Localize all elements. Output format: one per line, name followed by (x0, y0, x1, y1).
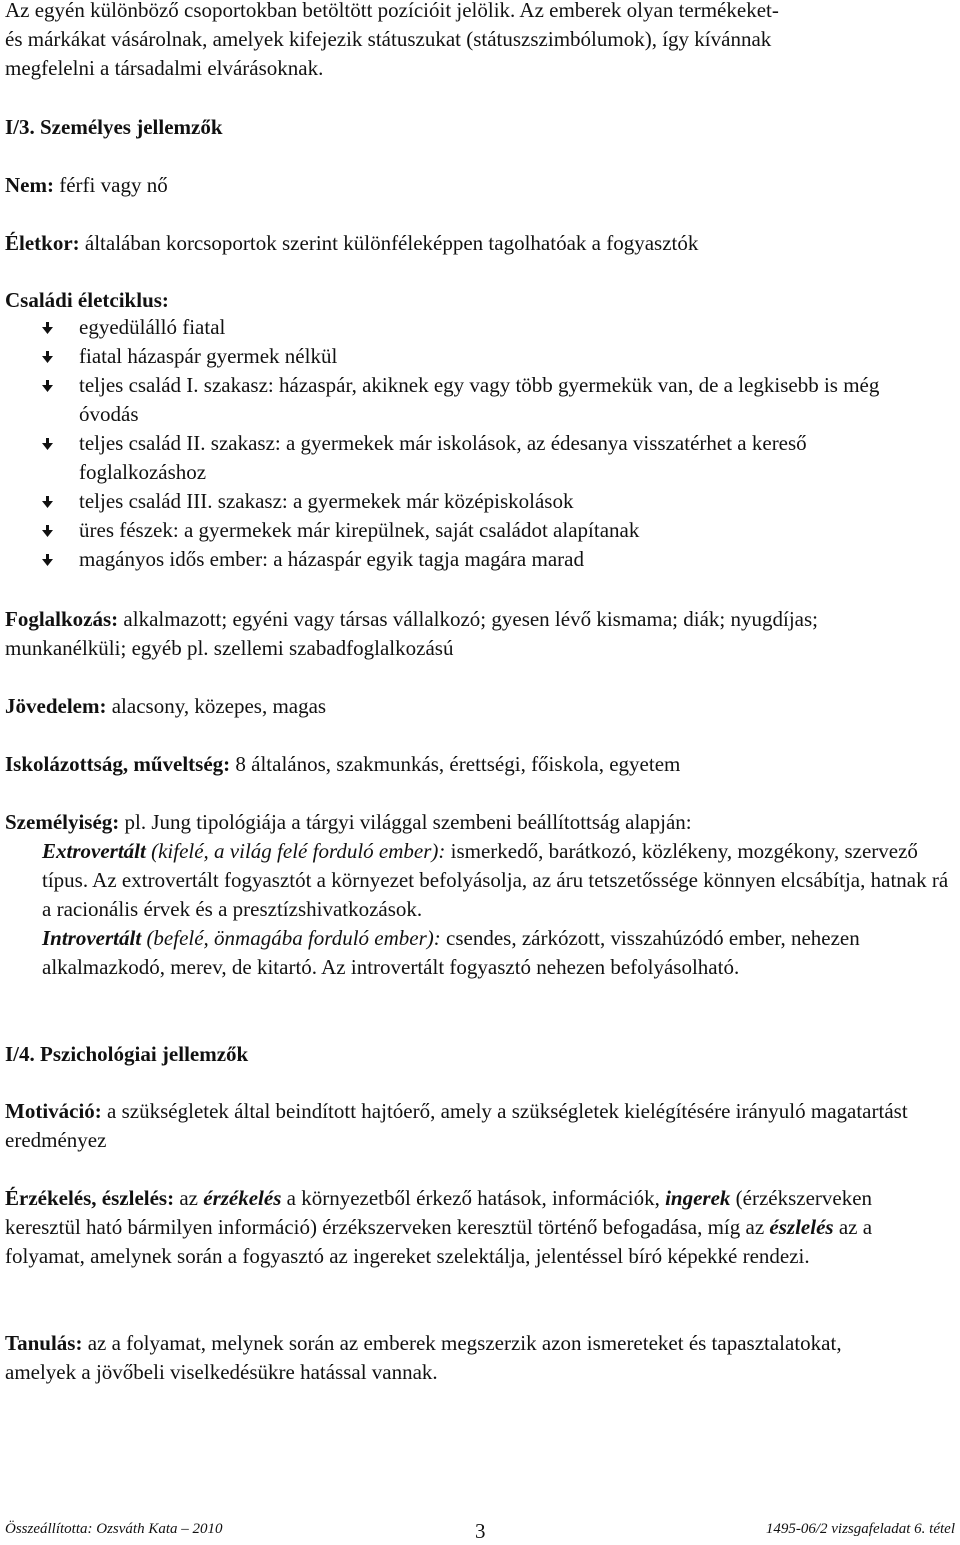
list-item: teljes család II. szakasz: a gyermekek már iskolások, az édesanya visszatérhet a kereső foglalkozáshoz (42, 429, 920, 487)
term-gloss: (kifelé, a világ felé forduló ember): (145, 839, 446, 863)
list-item: teljes család III. szakasz: a gyermekek már középiskolások (42, 487, 920, 516)
foglalkozas-paragraph (5, 605, 920, 663)
footer-author: Összeállította: Ozsváth Kata – 2010 (5, 1521, 223, 1537)
arrow-bullet-icon (42, 496, 53, 508)
term: Extrovertált (42, 839, 146, 863)
arrow-bullet-icon (42, 322, 53, 334)
field-text: az a folyamat, melynek során az emberek megszerzik azon ismereteket és tapasztalatokat, amelyek a jövőbeli viselkedésükre hatással vannak. (5, 1331, 842, 1384)
motivacio-paragraph (5, 1097, 950, 1155)
section-heading: I/3. Személyes jellemzők (5, 115, 223, 139)
field-text: a szükségletek által beindított hajtóerő, amely a szükségletek kielégítésére irányuló magatartást eredményez (5, 1099, 908, 1152)
field-label: Nem: (5, 173, 54, 197)
nem-paragraph (5, 171, 950, 200)
intro-line: megfelelni a társadalmi elvárásoknak. (5, 56, 324, 80)
field-label: Foglalkozás: (5, 607, 119, 631)
eletkor-paragraph (5, 229, 950, 258)
field-label: Érzékelés, észlelés: (5, 1186, 175, 1210)
intro-paragraph (5, 0, 950, 83)
term: észlelés (769, 1215, 834, 1239)
list-item: üres fészek: a gyermekek már kirepülnek, saját családot alapítanak (42, 516, 920, 545)
term: Introvertált (42, 926, 142, 950)
page-number: 3 (475, 1519, 486, 1543)
field-label: Életkor: (5, 231, 80, 255)
arrow-bullet-icon (42, 525, 53, 537)
tanulas-paragraph (5, 1329, 900, 1387)
szemelyiseg-paragraph (5, 808, 950, 982)
term: érzékelés (203, 1186, 282, 1210)
arrow-bullet-icon (42, 380, 53, 392)
field-text: általában korcsoportok szerint különféleképpen tagolhatóak a fogyasztók (79, 231, 699, 255)
iskolazottsag-paragraph (5, 750, 950, 779)
field-text: 8 általános, szakmunkás, érettségi, főiskola, egyetem (230, 752, 681, 776)
intro-line: Az egyén különböző csoportokban betöltött pozícióit jelölik. Az emberek olyan termékeket- (5, 0, 779, 22)
arrow-bullet-icon (42, 554, 53, 566)
list-item: fiatal házaspár gyermek nélkül (42, 342, 920, 371)
footer-exam-code: 1495-06/2 vizsgafeladat 6. tétel (765, 1521, 955, 1537)
field-label: Tanulás: (5, 1331, 83, 1355)
introvert-paragraph (5, 924, 950, 982)
extrovert-paragraph (5, 837, 950, 924)
field-label: Motiváció: (5, 1099, 102, 1123)
life-cycle-list (42, 313, 920, 574)
field-text: alacsony, közepes, magas (106, 694, 327, 718)
field-label: Személyiség: (5, 810, 120, 834)
field-text: csendes, zárkózott, visszahúzódó ember, nehezen alkalmazkodó, merev, de kitartó. Az introvertált fogyasztó nehezen befolyásolható. (42, 926, 860, 979)
field-text: ismerkedő, barátkozó, közlékeny, mozgékony, szervező típus. Az extrovertált fogyasztót a környezet befolyásolja, az áru tetszetőssége könnyen elcsábítja, hatnak rá a racionális érvek és a presztízshivatkozások. (42, 839, 949, 921)
field-label: Jövedelem: (5, 694, 107, 718)
term: ingerek (665, 1186, 731, 1210)
term-gloss: (befelé, önmagába forduló ember): (141, 926, 441, 950)
field-text: alkalmazott; egyéni vagy társas vállalkozó; gyesen lévő kismama; diák; nyugdíjas; munkanélküli; egyéb pl. szellemi szabadfoglalkozású (5, 607, 818, 660)
field-text: pl. Jung tipológiája a tárgyi világgal szembeni beállítottság alapján: (119, 810, 692, 834)
jovedelem-paragraph (5, 692, 950, 721)
field-label: Családi életciklus: (5, 288, 169, 312)
field-label: Iskolázottság, műveltség: (5, 752, 231, 776)
intro-line: és márkákat vásárolnak, amelyek kifejezik státuszukat (státuszszimbólumok), így kívánnak (5, 27, 772, 51)
list-item: teljes család I. szakasz: házaspár, akiknek egy vagy több gyermekük van, de a legkisebb is még óvodás (42, 371, 920, 429)
erzekeles-paragraph: Érzékelés, észlelés: az érzékelés a környezetből érkező hatások, információk, ingerek (érzékszerveken keresztül ható bármilyen információ) érzékszerveken keresztül történő befogadása, míg az észlelés az a folyamat, amelynek során a fogyasztó az ingereket szelektálja, jelentéssel bíró képekké rendezi. (5, 1186, 873, 1268)
list-item: egyedülálló fiatal (42, 313, 920, 342)
field-text: férfi vagy nő (53, 173, 168, 197)
arrow-bullet-icon (42, 351, 53, 363)
list-item: magányos idős ember: a házaspár egyik tagja magára marad (42, 545, 920, 574)
section-heading: I/4. Pszichológiai jellemzők (5, 1042, 249, 1066)
arrow-bullet-icon (42, 438, 53, 450)
